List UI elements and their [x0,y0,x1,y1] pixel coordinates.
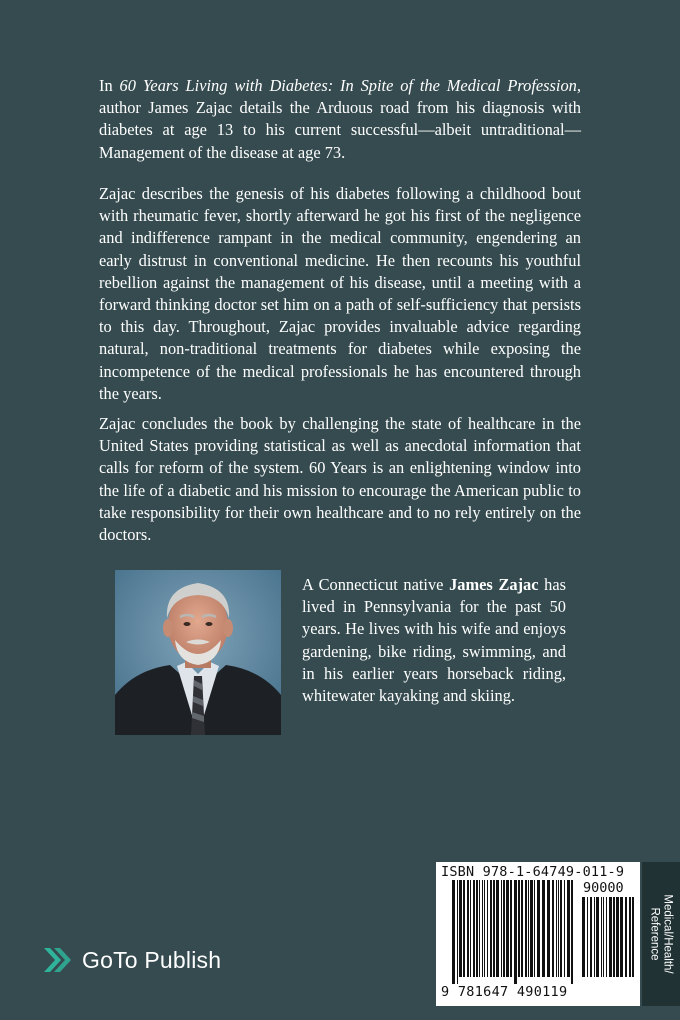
barcode-bar [534,880,535,977]
barcode-bar [632,897,634,977]
addon-barcode [582,897,636,984]
barcode-bar [479,880,480,977]
barcode-bar [457,880,458,984]
barcode-bar [558,880,559,977]
barcode-bar [552,880,554,977]
author-bio [302,574,566,707]
book-title: 60 Years Living with Diabetes: In Spite of the Medical Profession [119,76,577,95]
barcode-bar [530,880,533,977]
barcode-bar [564,880,565,977]
barcode-bar [484,880,485,977]
barcode-bar [459,880,462,977]
barcode-bar [587,897,588,977]
ean-barcode [452,880,576,984]
barcode-bar [547,880,550,977]
barcode-bar [501,880,502,977]
barcode-bar [582,897,585,977]
barcode-bar [571,880,573,984]
barcode-bar [490,880,492,977]
barcode-bar [567,880,570,977]
barcode-bar [603,897,604,977]
ean-digits: 9 781647 490119 [441,984,568,1000]
p1-prefix: In [99,76,120,95]
bio-prefix: A Connecticut native [302,575,450,594]
barcode-bar [476,880,478,977]
barcode-bar [463,880,465,977]
barcode-bar [556,880,557,977]
barcode-bar [542,880,545,977]
author-portrait-image [115,570,281,735]
barcode-bar [473,880,475,977]
barcode-bar [590,897,592,977]
barcode-bar [537,880,540,977]
author-photo [115,570,281,735]
description-paragraph-3: Zajac concludes the book by challenging the state of healthcare in the United States providing statistical as well as anecdotal information that calls for reform of the system. 60 Years is an enlightening window into the life of a diabetic and his mission to encourage the American public to take responsibility for their own healthcare and to no rely entirely on the doctors. [99,414,581,545]
barcode-bar [503,880,505,977]
barcode-bar [518,880,520,977]
barcode-bar [493,880,495,977]
p1-rest: , author James Zajac details the Arduous road from his diagnosis with diabetes at age 13 to his current successful—albeit untraditional—Management of the disease at age 73. [99,76,581,162]
barcode-bar [452,880,455,984]
barcode-bar [506,880,509,977]
barcode-bar [594,897,595,977]
barcode-bar [625,897,627,977]
barcode-bar [510,880,512,977]
barcode-bar [467,880,469,977]
barcode-bar [482,880,483,977]
barcode-bar [620,897,623,977]
price-code: 90000 [583,880,624,896]
barcode-bar [609,897,612,977]
barcode-bar [613,897,615,977]
barcode-bar [528,880,529,977]
bio-rest: has lived in Pennsylvania for the past 50 years. He lives with his wife and enjoys gardening, bike riding, swimming, and in his earlier years horseback riding, whitewater kayaking and skiing. [302,575,567,706]
barcode-bar [525,880,527,977]
barcode-bar [629,897,631,977]
barcode-bar [601,897,602,977]
category-label: Medical/Health/ Reference [649,894,675,974]
barcode-bar [560,880,562,977]
isbn-label: ISBN 978-1-64749-011-9 [441,864,625,880]
description-paragraph-1 [99,75,581,164]
description-paragraph-2: Zajac describes the genesis of his diabetes following a childhood bout with rheumatic fever, shortly afterward he got his first of the negligence and indifference rampant in the medical community, engendering an early distrust in conventional medicine. He then recounts his youthful rebellion against the management of his disease, until a meeting with a forward thinking doctor set him on a path of self-sufficiency that persists to this day. Throughout, Zajac provides invaluable advice regarding natural, non-traditional treatments for diabetes while exposing the incompetence of the medical professionals he has encountered through the years. [99,184,581,403]
author-name: James Zajac [449,575,539,594]
barcode-bar [606,897,607,977]
publisher-chevron-icon [40,942,76,978]
barcode-bar [470,880,471,977]
barcode-bar [616,897,619,977]
publisher-logo [40,940,221,980]
barcode-bar [514,880,517,984]
barcode-bar [496,880,499,977]
barcode-bar [487,880,488,977]
barcode-bar [521,880,523,977]
publisher-name: GoTo Publish [82,946,222,973]
barcode-bar [596,897,599,977]
